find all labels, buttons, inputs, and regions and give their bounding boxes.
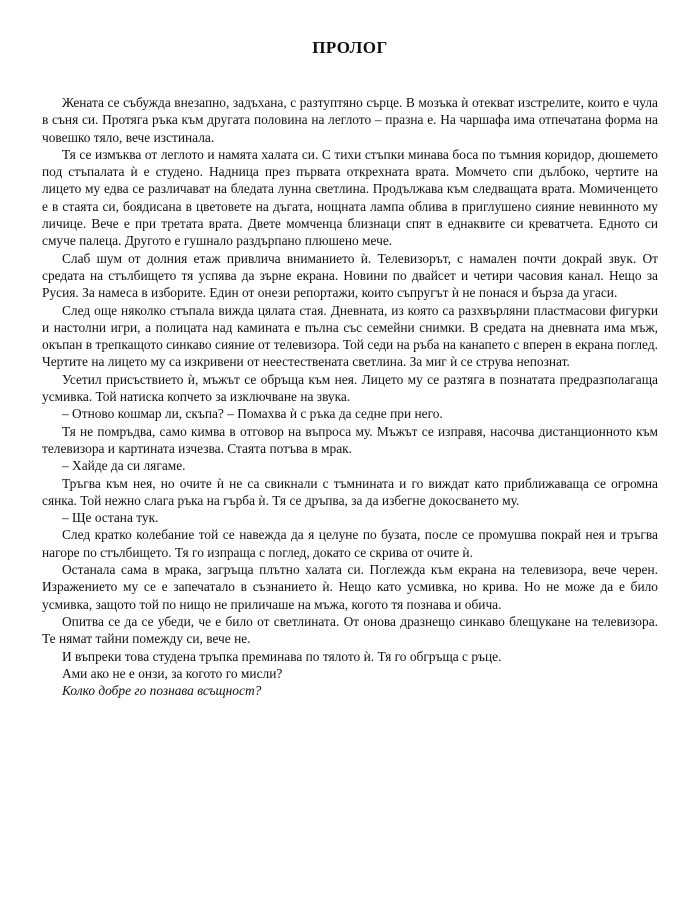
paragraph: След кратко колебание той се навежда да я целуне по бузата, после се промушва покрай нея и тръгва нагоре по стълбището. Тя го изпраща с поглед, докато се скрива от очите ѝ.: [42, 527, 658, 560]
page-title: ПРОЛОГ: [312, 38, 388, 57]
paragraph: След още няколко стъпала вижда цялата стая. Дневната, из която са разхвърляни пластмасови фигурки и настолни игри, а полицата над камината е пълна със семейни снимки. В средата на дневната има мъж, окъпан в трепкащото синкаво сияние от телевизора. Той седи на ръба на канапето с вперен в екрана поглед. Чертите на лицето му са изкривени от неестествената светлина. За миг ѝ се струва непознат.: [42, 302, 658, 370]
paragraph: Опитва се да се убеди, че е било от светлината. От онова дразнещо синкаво блещукане на телевизора. Те нямат тайни помежду си, вече не.: [42, 613, 658, 647]
closing-question: Колко добре го познава всъщност?: [62, 683, 262, 699]
paragraph: Останала сама в мрака, загръща плътно халата си. Поглежда към екрана на телевизора, вече черен. Изражението му се е запечатало в съзнанието ѝ. Нещо като усмивка, но крива. Но не може да е било усмивка, защото той по нищо не приличаше на мъжа, когото тя познава и обича.: [42, 562, 658, 612]
paragraph: Тя се измъква от леглото и намята халата си. С тихи стъпки минава боса по тъмния коридор, дюшемето под стъпалата ѝ е студено. Надница през първата открехната врата. Момчето спи дълбоко, чертите на лицето му едва се различават на бледата лунна светлина. Продължава към следващата врата. Момиченцето е в стаята си, боядисана в цветовете на дъгата, нощната лампа облива в приглушено сияние невинното му личице. Вече е при третата врата. Двете момченца близнаци спят в еднаквите си креватчета. Едното си смуче палеца. Другото е гушнало раздърпано плюшено мече.: [42, 146, 658, 249]
paragraph: Слаб шум от долния етаж привлича вниманието ѝ. Телевизорът, с намален почти докрай звук. От средата на стълбището тя успява да зърне екрана. Новини по двайсет и четири часовия канал. Нещо за Русия. За намеса в изборите. Един от онези репортажи, които съпругът ѝ не понася и бърза да угаси.: [42, 250, 658, 301]
paragraph: Жената се събужда внезапно, задъхана, с разтуптяно сърце. В мозъка ѝ отекват изстрелите, които е чула в съня си. Протяга ръка към другата половина на леглото – празна е. На чаршафа има отпечатана форма на човешко тяло, вече изстинала.: [42, 95, 658, 145]
paragraph: Тръгва към нея, но очите ѝ не са свикнали с тъмнината и го виждат като приближаваща се огромна сянка. Той нежно слага ръка на гърба ѝ. Тя се дръпва, за да избегне докосването му.: [42, 475, 658, 508]
paragraph: Тя не помръдва, само кимва в отговор на въпроса му. Мъжът се изправя, насочва дистанционното към телевизора и картината изчезва. Стаята потъва в мрак.: [42, 423, 658, 456]
paragraph: И въпреки това студена тръпка преминава по тялото ѝ. Тя го обгръща с ръце.: [62, 648, 502, 664]
paragraph: Усетил присъствието ѝ, мъжът се обръща към нея. Лицето му се разтяга в познатата предразполагаща усмивка. Той натиска копчето за изключване на звука.: [42, 371, 658, 405]
dialogue-line: – Ще остана тук.: [62, 510, 159, 526]
dialogue-line: – Отново кошмар ли, скъпа? – Помахва ѝ с ръка да седне при него.: [62, 406, 443, 422]
document-body: [42, 94, 658, 699]
paragraph: Ами ако не е онзи, за когото го мисли?: [62, 665, 283, 681]
dialogue-line: – Хайде да си лягаме.: [62, 458, 186, 474]
